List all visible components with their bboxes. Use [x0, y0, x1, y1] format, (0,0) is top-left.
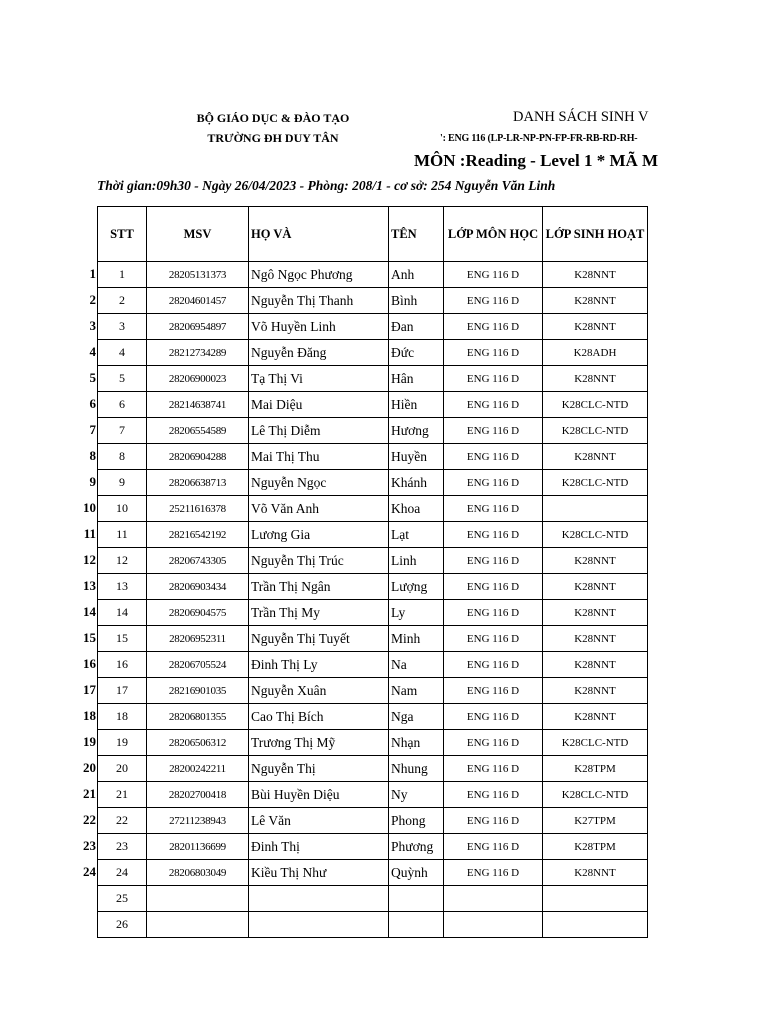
cell-ten	[389, 912, 444, 938]
cell-stt: 15	[98, 626, 147, 652]
cell-stt: 14	[98, 600, 147, 626]
row-number: 2	[89, 292, 96, 307]
cell-lop-sinh-hoat	[543, 886, 648, 912]
cell-ten: Phương	[389, 834, 444, 860]
cell-ten: Ly	[389, 600, 444, 626]
cell-lop-mon-hoc: ENG 116 D	[444, 548, 543, 574]
cell-lop-mon-hoc: ENG 116 D	[444, 418, 543, 444]
cell-ten: Khánh	[389, 470, 444, 496]
cell-stt: 22	[98, 808, 147, 834]
cell-lop-sinh-hoat: K28NNT	[543, 444, 648, 470]
cell-ten: Huyền	[389, 444, 444, 470]
cell-ten: Nga	[389, 704, 444, 730]
cell-lop-mon-hoc: ENG 116 D	[444, 392, 543, 418]
row-number: 5	[89, 370, 96, 385]
table-row	[98, 574, 648, 600]
cell-msv: 28200242211	[147, 756, 249, 782]
row-number: 1	[89, 266, 96, 281]
cell-msv: 28214638741	[147, 392, 249, 418]
row-number: 9	[89, 474, 96, 489]
table-row	[98, 730, 648, 756]
cell-ten: Hương	[389, 418, 444, 444]
cell-lop-sinh-hoat: K28NNT	[543, 574, 648, 600]
cell-stt: 6	[98, 392, 147, 418]
cell-ho: Võ Huyền Linh	[249, 314, 389, 340]
cell-lop-mon-hoc: ENG 116 D	[444, 366, 543, 392]
cell-lop-sinh-hoat: K28NNT	[543, 366, 648, 392]
row-number	[60, 885, 97, 911]
cell-lop-mon-hoc: ENG 116 D	[444, 860, 543, 886]
cell-ten: Nam	[389, 678, 444, 704]
cell-lop-mon-hoc: ENG 116 D	[444, 496, 543, 522]
cell-ten: Quỳnh	[389, 860, 444, 886]
roster-body	[98, 262, 648, 938]
cell-ho: Kiều Thị Như	[249, 860, 389, 886]
row-number	[60, 911, 97, 937]
cell-stt: 26	[98, 912, 147, 938]
cell-lop-mon-hoc	[444, 886, 543, 912]
cell-msv: 28206900023	[147, 366, 249, 392]
exam-info: Thời gian:09h30 - Ngày 26/04/2023 - Phòng: 208/1 - cơ sở: 254 Nguyễn Văn Linh	[97, 178, 556, 193]
cell-lop-mon-hoc: ENG 116 D	[444, 314, 543, 340]
cell-msv: 28206743305	[147, 548, 249, 574]
cell-lop-sinh-hoat: K28NNT	[543, 548, 648, 574]
row-number: 12	[83, 552, 96, 567]
row-number: 3	[89, 318, 96, 333]
table-row	[98, 548, 648, 574]
row-number: 20	[83, 760, 96, 775]
cell-ten: Hiền	[389, 392, 444, 418]
cell-msv: 25211616378	[147, 496, 249, 522]
table-row	[98, 366, 648, 392]
cell-msv: 28204601457	[147, 288, 249, 314]
table-row	[98, 704, 648, 730]
cell-lop-sinh-hoat: K28NNT	[543, 600, 648, 626]
row-number: 4	[89, 344, 96, 359]
header-lop-mon-hoc: LỚP MÔN HỌC	[444, 207, 543, 262]
cell-stt: 8	[98, 444, 147, 470]
spreadsheet-row-numbers	[60, 261, 97, 937]
cell-ho: Mai Diệu	[249, 392, 389, 418]
cell-lop-sinh-hoat: K28ADH	[543, 340, 648, 366]
cell-stt: 24	[98, 860, 147, 886]
cell-stt: 1	[98, 262, 147, 288]
row-number: 23	[83, 838, 96, 853]
cell-ten: Na	[389, 652, 444, 678]
cell-stt: 7	[98, 418, 147, 444]
table-row	[98, 626, 648, 652]
cell-ten: Nhạn	[389, 730, 444, 756]
cell-msv: 28205131373	[147, 262, 249, 288]
table-row	[98, 886, 648, 912]
cell-ho: Nguyễn Đăng	[249, 340, 389, 366]
cell-ho: Nguyễn Xuân	[249, 678, 389, 704]
table-row	[98, 262, 648, 288]
cell-msv: 28206638713	[147, 470, 249, 496]
cell-ho	[249, 886, 389, 912]
cell-ten: Minh	[389, 626, 444, 652]
cell-ho: Nguyễn Thị	[249, 756, 389, 782]
cell-ten: Linh	[389, 548, 444, 574]
cell-ho: Lương Gia	[249, 522, 389, 548]
cell-ho: Nguyễn Thị Tuyết	[249, 626, 389, 652]
cell-lop-sinh-hoat: K28CLC-NTD	[543, 522, 648, 548]
cell-lop-sinh-hoat	[543, 912, 648, 938]
table-row	[98, 600, 648, 626]
cell-ten	[389, 886, 444, 912]
table-row	[98, 314, 648, 340]
cell-ho: Võ Văn Anh	[249, 496, 389, 522]
cell-ho: Trần Thị Ngân	[249, 574, 389, 600]
cell-ho: Tạ Thị Vi	[249, 366, 389, 392]
cell-stt: 3	[98, 314, 147, 340]
cell-msv: 28206554589	[147, 418, 249, 444]
cell-lop-mon-hoc	[444, 912, 543, 938]
table-row	[98, 834, 648, 860]
cell-stt: 21	[98, 782, 147, 808]
cell-lop-mon-hoc: ENG 116 D	[444, 730, 543, 756]
table-row	[98, 782, 648, 808]
cell-lop-sinh-hoat: K28NNT	[543, 262, 648, 288]
cell-lop-mon-hoc: ENG 116 D	[444, 678, 543, 704]
cell-ten: Nhung	[389, 756, 444, 782]
cell-ho: Nguyễn Thị Thanh	[249, 288, 389, 314]
cell-stt: 25	[98, 886, 147, 912]
cell-stt: 20	[98, 756, 147, 782]
cell-ho: Mai Thị Thu	[249, 444, 389, 470]
table-row	[98, 444, 648, 470]
cell-lop-mon-hoc: ENG 116 D	[444, 288, 543, 314]
cell-msv	[147, 886, 249, 912]
cell-msv: 28202700418	[147, 782, 249, 808]
cell-msv: 28201136699	[147, 834, 249, 860]
cell-lop-sinh-hoat: K27TPM	[543, 808, 648, 834]
cell-ten: Anh	[389, 262, 444, 288]
cell-msv: 28216542192	[147, 522, 249, 548]
cell-ho: Nguyễn Thị Trúc	[249, 548, 389, 574]
cell-lop-sinh-hoat: K28NNT	[543, 626, 648, 652]
row-number: 10	[83, 500, 96, 515]
row-number: 15	[83, 630, 96, 645]
cell-stt: 19	[98, 730, 147, 756]
header-stt: STT	[98, 207, 147, 262]
cell-stt: 5	[98, 366, 147, 392]
table-row	[98, 522, 648, 548]
table-header-row	[98, 207, 648, 262]
row-number: 8	[89, 448, 96, 463]
row-number: 24	[83, 864, 96, 879]
cell-lop-sinh-hoat: K28NNT	[543, 860, 648, 886]
cell-stt: 2	[98, 288, 147, 314]
table-row	[98, 496, 648, 522]
cell-lop-mon-hoc: ENG 116 D	[444, 574, 543, 600]
cell-msv: 28212734289	[147, 340, 249, 366]
row-number: 7	[89, 422, 96, 437]
cell-lop-sinh-hoat: K28TPM	[543, 756, 648, 782]
cell-lop-sinh-hoat: K28CLC-NTD	[543, 470, 648, 496]
row-number: 17	[83, 682, 96, 697]
cell-lop-mon-hoc: ENG 116 D	[444, 756, 543, 782]
cell-lop-sinh-hoat: K28CLC-NTD	[543, 418, 648, 444]
cell-msv: 28206803049	[147, 860, 249, 886]
cell-stt: 16	[98, 652, 147, 678]
row-number: 13	[83, 578, 96, 593]
document-title: DANH SÁCH SINH V	[513, 109, 649, 125]
cell-stt: 18	[98, 704, 147, 730]
row-number: 11	[83, 526, 96, 541]
cell-stt: 11	[98, 522, 147, 548]
cell-msv: 28206705524	[147, 652, 249, 678]
cell-stt: 17	[98, 678, 147, 704]
cell-lop-sinh-hoat: K28NNT	[543, 288, 648, 314]
row-number: 14	[83, 604, 96, 619]
cell-ho: Cao Thị Bích	[249, 704, 389, 730]
header-ten: TÊN	[389, 207, 444, 262]
table-row	[98, 860, 648, 886]
ministry-name: BỘ GIÁO DỤC & ĐÀO TẠO	[196, 111, 350, 125]
cell-lop-mon-hoc: ENG 116 D	[444, 444, 543, 470]
cell-msv: 28206952311	[147, 626, 249, 652]
school-name: TRƯỜNG ĐH DUY TÂN	[207, 131, 339, 145]
cell-lop-mon-hoc: ENG 116 D	[444, 522, 543, 548]
course-code-line: ': ENG 116 (LP-LR-NP-PN-FP-FR-RB-RD-RH-	[440, 133, 638, 144]
cell-lop-sinh-hoat: K28CLC-NTD	[543, 392, 648, 418]
table-row	[98, 912, 648, 938]
cell-msv: 28206904575	[147, 600, 249, 626]
student-roster-table	[97, 206, 648, 938]
cell-ten: Lạt	[389, 522, 444, 548]
cell-lop-mon-hoc: ENG 116 D	[444, 704, 543, 730]
table-row	[98, 392, 648, 418]
cell-ten: Hân	[389, 366, 444, 392]
cell-lop-sinh-hoat: K28TPM	[543, 834, 648, 860]
cell-msv: 28216901035	[147, 678, 249, 704]
table-row	[98, 652, 648, 678]
cell-ten: Khoa	[389, 496, 444, 522]
table-row	[98, 808, 648, 834]
row-number: 19	[83, 734, 96, 749]
header-msv: MSV	[147, 207, 249, 262]
cell-lop-sinh-hoat: K28CLC-NTD	[543, 730, 648, 756]
cell-ten: Phong	[389, 808, 444, 834]
table-row	[98, 418, 648, 444]
cell-lop-sinh-hoat: K28NNT	[543, 678, 648, 704]
cell-stt: 4	[98, 340, 147, 366]
cell-ten: Đức	[389, 340, 444, 366]
cell-msv: 28206506312	[147, 730, 249, 756]
cell-ten: Đan	[389, 314, 444, 340]
cell-lop-mon-hoc: ENG 116 D	[444, 470, 543, 496]
cell-msv: 27211238943	[147, 808, 249, 834]
table-row	[98, 756, 648, 782]
table-row	[98, 470, 648, 496]
cell-lop-mon-hoc: ENG 116 D	[444, 782, 543, 808]
cell-msv: 28206903434	[147, 574, 249, 600]
header-lop-sinh-hoat: LỚP SINH HOẠT	[543, 207, 648, 262]
table-row	[98, 340, 648, 366]
cell-ho: Bùi Huyền Diệu	[249, 782, 389, 808]
cell-stt: 9	[98, 470, 147, 496]
cell-msv	[147, 912, 249, 938]
cell-lop-mon-hoc: ENG 116 D	[444, 808, 543, 834]
subject-line: MÔN :Reading - Level 1 * MÃ M	[414, 151, 659, 170]
cell-stt: 12	[98, 548, 147, 574]
cell-msv: 28206801355	[147, 704, 249, 730]
cell-ho: Đinh Thị	[249, 834, 389, 860]
cell-lop-sinh-hoat	[543, 496, 648, 522]
cell-stt: 13	[98, 574, 147, 600]
cell-ho	[249, 912, 389, 938]
cell-ho: Đinh Thị Ly	[249, 652, 389, 678]
cell-ho: Trần Thị My	[249, 600, 389, 626]
cell-ho: Nguyễn Ngọc	[249, 470, 389, 496]
cell-stt: 23	[98, 834, 147, 860]
cell-lop-mon-hoc: ENG 116 D	[444, 340, 543, 366]
cell-lop-mon-hoc: ENG 116 D	[444, 262, 543, 288]
cell-lop-mon-hoc: ENG 116 D	[444, 600, 543, 626]
row-number: 21	[83, 786, 96, 801]
row-number: 6	[89, 396, 96, 411]
row-number: 18	[83, 708, 96, 723]
header-ho: HỌ VÀ	[249, 207, 389, 262]
cell-lop-sinh-hoat: K28NNT	[543, 314, 648, 340]
cell-lop-mon-hoc: ENG 116 D	[444, 652, 543, 678]
cell-stt: 10	[98, 496, 147, 522]
cell-msv: 28206904288	[147, 444, 249, 470]
cell-lop-sinh-hoat: K28NNT	[543, 704, 648, 730]
row-number: 16	[83, 656, 96, 671]
cell-lop-sinh-hoat: K28NNT	[543, 652, 648, 678]
cell-ho: Trương Thị Mỹ	[249, 730, 389, 756]
row-number: 22	[83, 812, 96, 827]
cell-ho: Lê Văn	[249, 808, 389, 834]
cell-ho: Ngô Ngọc Phương	[249, 262, 389, 288]
table-row	[98, 288, 648, 314]
cell-lop-mon-hoc: ENG 116 D	[444, 626, 543, 652]
table-row	[98, 678, 648, 704]
cell-ten: Bình	[389, 288, 444, 314]
cell-ten: Ny	[389, 782, 444, 808]
cell-ho: Lê Thị Diễm	[249, 418, 389, 444]
cell-msv: 28206954897	[147, 314, 249, 340]
cell-lop-sinh-hoat: K28CLC-NTD	[543, 782, 648, 808]
cell-lop-mon-hoc: ENG 116 D	[444, 834, 543, 860]
cell-ten: Lượng	[389, 574, 444, 600]
